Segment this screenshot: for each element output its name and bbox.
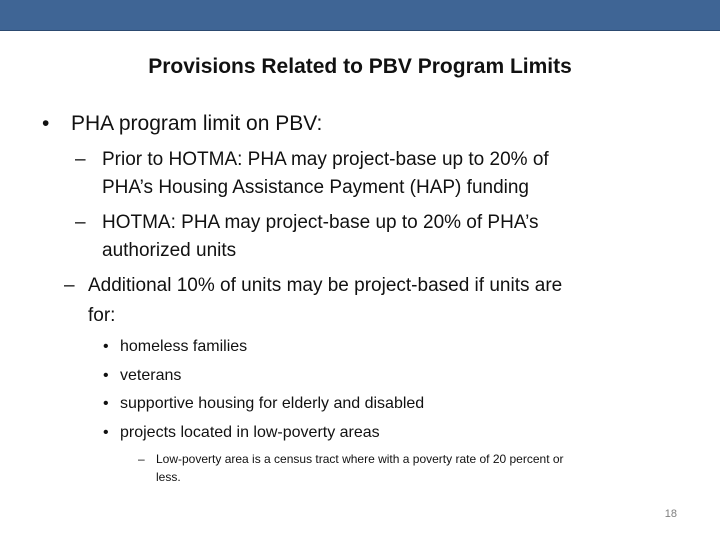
page-number: 18 <box>664 508 677 520</box>
sub-item-2-line-1: HOTMA: PHA may project-base up to 20% of PHA’s <box>102 212 539 233</box>
sub-item-dash-3: – <box>64 275 75 296</box>
sub-item-dash-1: – <box>75 149 86 170</box>
sub-item-1-line-2: PHA’s Housing Assistance Payment (HAP) funding <box>102 177 529 198</box>
category-item-1: homeless families <box>120 338 248 355</box>
sub-item-1-line-1: Prior to HOTMA: PHA may project-base up to 20% of <box>102 149 549 170</box>
category-item-4: projects located in low-poverty areas <box>120 424 380 441</box>
footnote-line-1: Low-poverty area is a census tract where with a poverty rate of 20 percent or <box>156 452 564 466</box>
category-bullet-3: • <box>103 395 109 412</box>
sub-item-dash-2: – <box>75 212 86 233</box>
slide-title: Provisions Related to PBV Program Limits <box>148 55 572 78</box>
main-bullet-text: PHA program limit on PBV: <box>71 112 323 135</box>
sub-item-2-line-2: authorized units <box>102 240 237 261</box>
category-item-3: supportive housing for elderly and disabled <box>120 395 425 412</box>
sub-item-3-line-2: for: <box>88 305 116 326</box>
category-bullet-2: • <box>103 367 109 384</box>
main-bullet-marker: • <box>42 112 50 135</box>
sub-item-3-line-1: Additional 10% of units may be project-based if units are <box>88 275 563 296</box>
header-bar <box>0 0 720 31</box>
category-item-2: veterans <box>120 367 182 384</box>
category-bullet-4: • <box>103 424 109 441</box>
footnote-line-2: less. <box>156 470 181 484</box>
footnote-dash: – <box>138 452 145 466</box>
category-bullet-1: • <box>103 338 109 355</box>
